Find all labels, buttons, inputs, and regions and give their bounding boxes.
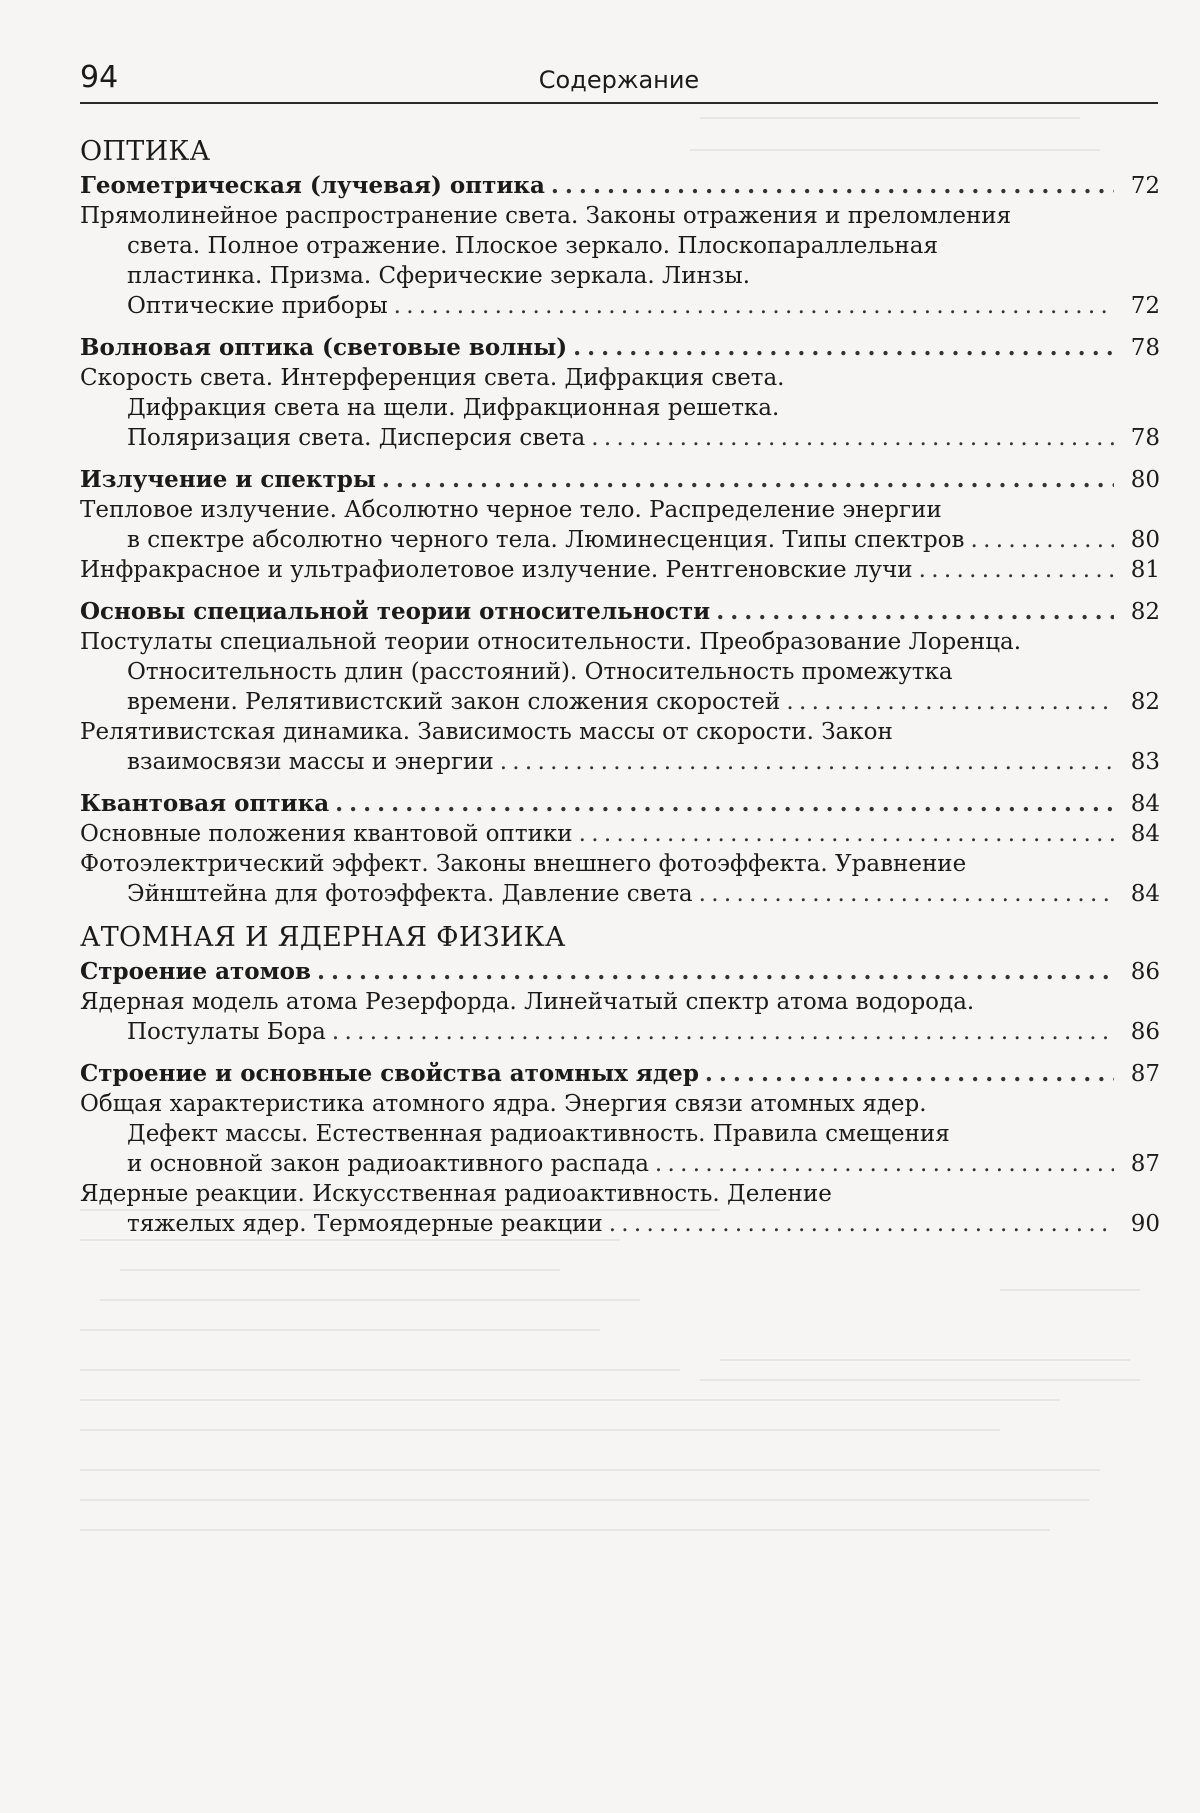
- table-of-contents: [80, 133, 1160, 1239]
- entry-line: Дефект массы. Естественная радиоактивность. Правила смещения: [127, 1121, 950, 1147]
- entry-text: Строение атомов: [80, 958, 311, 985]
- entry-text: Оптические приборы: [127, 293, 388, 319]
- section-heading: ОПТИКА: [80, 136, 211, 167]
- dot-leader: [970, 525, 1114, 555]
- topic-heading: [80, 333, 1160, 363]
- entry-text: взаимосвязи массы и энергии: [127, 749, 494, 775]
- dot-leader: [551, 171, 1114, 201]
- toc-entry: [80, 201, 1160, 321]
- entry-line: [80, 423, 1160, 453]
- page-ref: 84: [1130, 881, 1160, 907]
- dot-leader: [500, 747, 1114, 777]
- entry-line: [80, 1149, 1160, 1179]
- toc-entry: [80, 495, 1160, 555]
- entry-line: Фотоэлектрический эффект. Законы внешнего фотоэффекта. Уравнение: [80, 851, 967, 877]
- entry-line: [80, 525, 1160, 555]
- entry-line: Относительность длин (расстояний). Относительность промежутка: [127, 659, 953, 685]
- page-ref: 80: [1130, 527, 1160, 553]
- entry-line: Прямолинейное распространение света. Законы отражения и преломления: [80, 203, 1012, 229]
- topic-heading: [80, 1059, 1160, 1089]
- toc-entry: [80, 627, 1160, 717]
- page-header: [80, 58, 1158, 104]
- toc-entry: [80, 819, 1160, 849]
- dot-leader: [655, 1149, 1114, 1179]
- entry-text: и основной закон радиоактивного распада: [127, 1151, 649, 1177]
- toc-entry: [80, 1089, 1160, 1179]
- entry-text: Геометрическая (лучевая) оптика: [80, 172, 545, 199]
- dot-leader: [317, 957, 1114, 987]
- dot-leader: [591, 423, 1114, 453]
- entry-line: Ядерная модель атома Резерфорда. Линейчатый спектр атома водорода.: [80, 989, 975, 1015]
- page-ref: 72: [1130, 173, 1160, 199]
- dot-leader: [786, 687, 1114, 717]
- page-ref: 87: [1130, 1151, 1160, 1177]
- entry-text: Инфракрасное и ультрафиолетовое излучение. Рентгеновские лучи: [80, 557, 913, 583]
- entry-line: Постулаты специальной теории относительности. Преобразование Лоренца.: [80, 629, 1022, 655]
- entry-line: [80, 1017, 1160, 1047]
- entry-line: [80, 687, 1160, 717]
- entry-line: света. Полное отражение. Плоское зеркало. Плоскопараллельная: [127, 233, 938, 259]
- entry-text: Строение и основные свойства атомных ядер: [80, 1060, 699, 1087]
- toc-entry: [80, 987, 1160, 1047]
- dot-leader: [705, 1059, 1114, 1089]
- dot-leader: [573, 333, 1114, 363]
- dot-leader: [919, 555, 1114, 585]
- page-ref: 82: [1130, 599, 1160, 625]
- entry-line: пластинка. Призма. Сферические зеркала. Линзы.: [127, 263, 751, 289]
- entry-line: [80, 879, 1160, 909]
- entry-text: Эйнштейна для фотоэффекта. Давление света: [127, 881, 693, 907]
- toc-entry: [80, 363, 1160, 453]
- entry-text: Поляризация света. Дисперсия света: [127, 425, 586, 451]
- running-title: Содержание: [538, 66, 700, 94]
- page-ref: 83: [1130, 749, 1160, 775]
- page-ref: 78: [1130, 425, 1160, 451]
- entry-line: [80, 747, 1160, 777]
- entry-line: Ядерные реакции. Искусственная радиоактивность. Деление: [80, 1181, 832, 1207]
- page-ref: 80: [1130, 467, 1160, 493]
- page-ref: 81: [1130, 557, 1160, 583]
- entry-line: Релятивистская динамика. Зависимость массы от скорости. Закон: [80, 719, 893, 745]
- entry-line: Скорость света. Интерференция света. Дифракция света.: [80, 365, 785, 391]
- toc-entry: [80, 1179, 1160, 1239]
- page-ref: 87: [1130, 1061, 1160, 1087]
- entry-text: Постулаты Бора: [127, 1019, 326, 1045]
- entry-line: Общая характеристика атомного ядра. Энергия связи атомных ядер.: [80, 1091, 927, 1117]
- page-ref: 78: [1130, 335, 1160, 361]
- entry-text: Основные положения квантовой оптики: [80, 821, 573, 847]
- page-ref: 86: [1130, 959, 1160, 985]
- entry-text: в спектре абсолютно черного тела. Люминесценция. Типы спектров: [127, 527, 965, 553]
- entry-text: Квантовая оптика: [80, 790, 330, 817]
- entry-line: Тепловое излучение. Абсолютно черное тело. Распределение энергии: [80, 497, 942, 523]
- topic-heading: [80, 171, 1160, 201]
- topic-heading: [80, 957, 1160, 987]
- toc-entry: [80, 717, 1160, 777]
- dot-leader: [609, 1209, 1114, 1239]
- page-ref: 84: [1130, 791, 1160, 817]
- dot-leader: [332, 1017, 1114, 1047]
- entry-line: [80, 291, 1160, 321]
- entry-text: Основы специальной теории относительности: [80, 598, 711, 625]
- dot-leader: [699, 879, 1114, 909]
- entry-text: времени. Релятивистский закон сложения скоростей: [127, 689, 781, 715]
- topic-heading: [80, 597, 1160, 627]
- dot-leader: [382, 465, 1114, 495]
- dot-leader: [579, 819, 1114, 849]
- page-ref: 90: [1130, 1211, 1160, 1237]
- topic-heading: [80, 465, 1160, 495]
- entry-line: [80, 555, 1160, 585]
- entry-line: [80, 819, 1160, 849]
- page-ref: 86: [1130, 1019, 1160, 1045]
- toc-entry: [80, 849, 1160, 909]
- entry-line: [80, 1209, 1160, 1239]
- page-ref: 84: [1130, 821, 1160, 847]
- toc-entry: [80, 555, 1160, 585]
- dot-leader: [335, 789, 1114, 819]
- entry-text: Излучение и спектры: [80, 466, 376, 493]
- entry-line: Дифракция света на щели. Дифракционная решетка.: [127, 395, 780, 421]
- topic-heading: [80, 789, 1160, 819]
- dot-leader: [716, 597, 1114, 627]
- page-number: 94: [80, 60, 119, 95]
- dot-leader: [394, 291, 1114, 321]
- page-ref: 82: [1130, 689, 1160, 715]
- section-heading: АТОМНАЯ И ЯДЕРНАЯ ФИЗИКА: [80, 922, 566, 953]
- entry-text: тяжелых ядер. Термоядерные реакции: [127, 1211, 603, 1237]
- page-ref: 72: [1130, 293, 1160, 319]
- entry-text: Волновая оптика (световые волны): [80, 334, 568, 361]
